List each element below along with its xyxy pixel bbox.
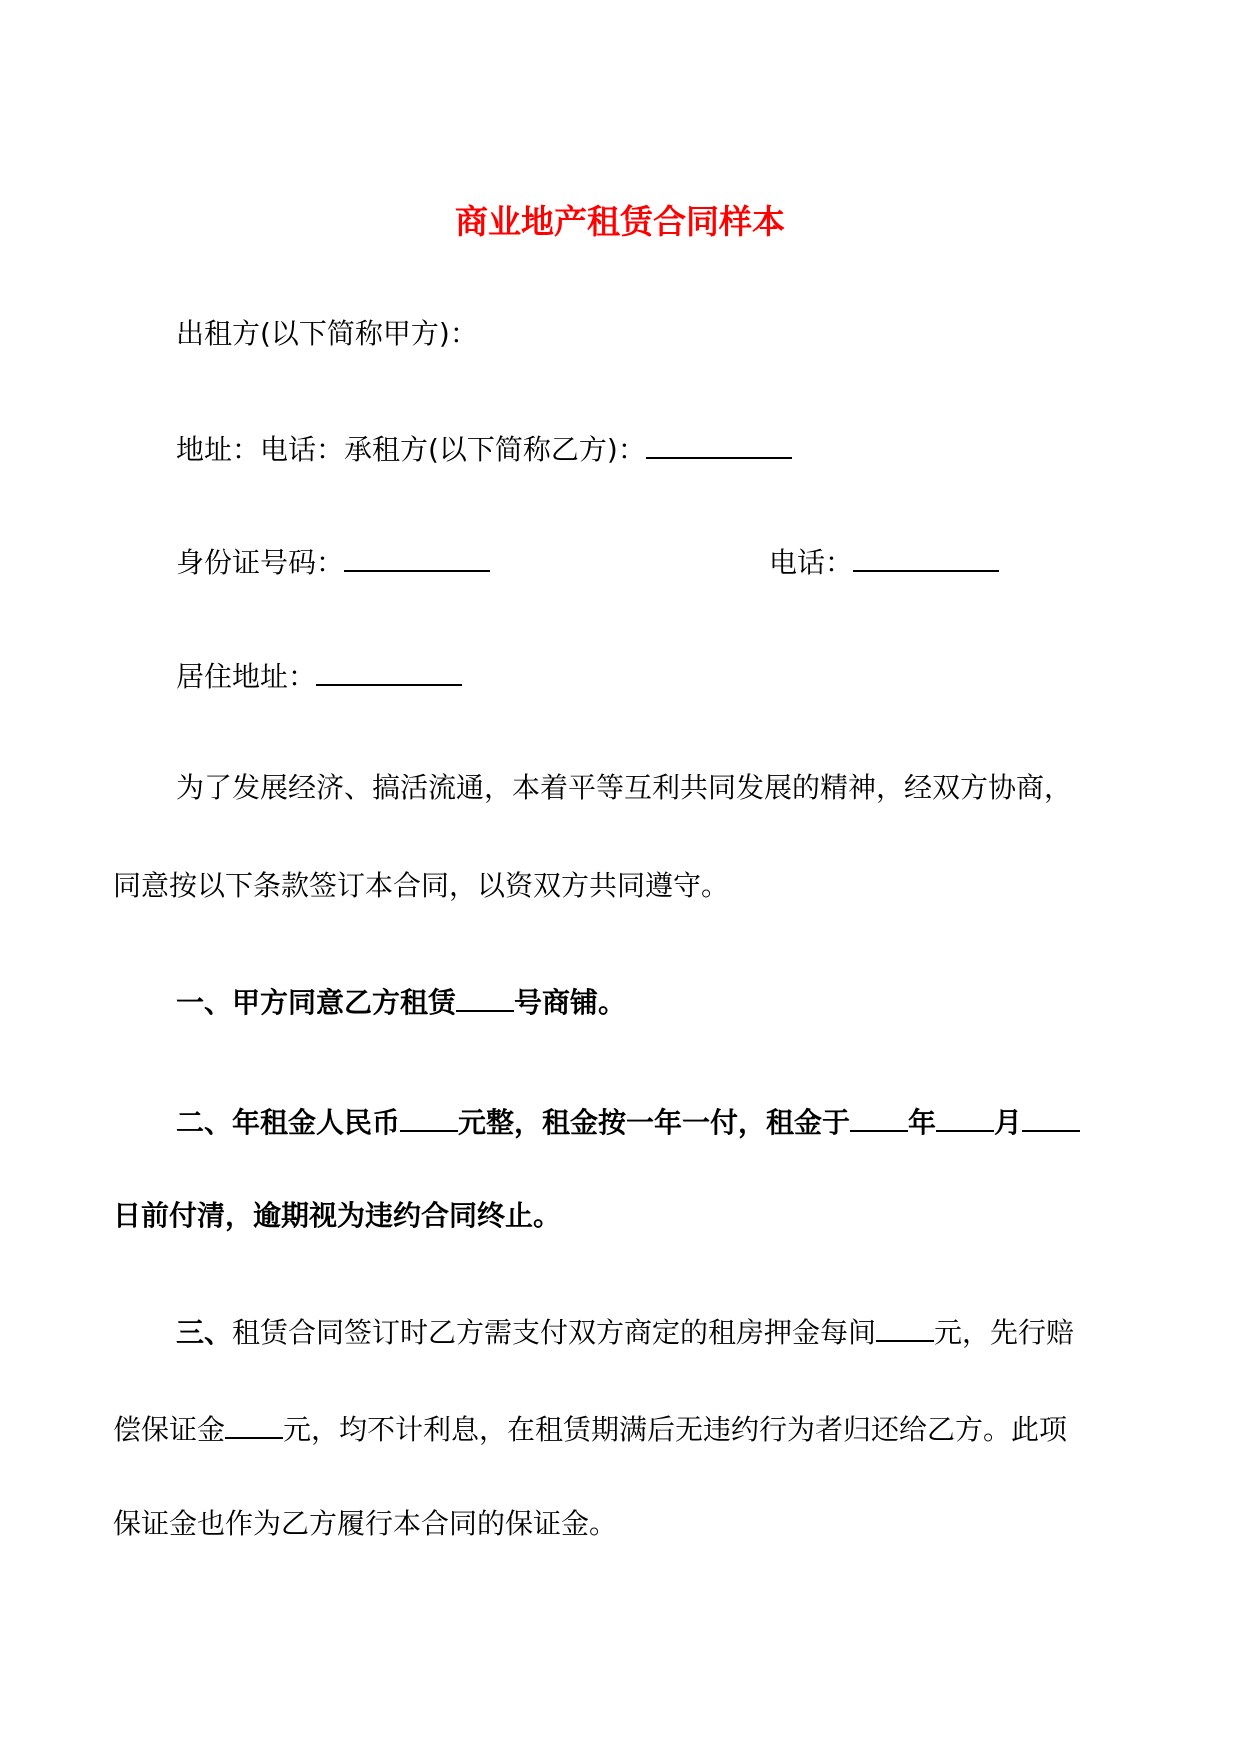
document-title: 商业地产租赁合同样本: [455, 202, 785, 241]
clause-2-part3: 年: [908, 1106, 937, 1139]
id-line: [176, 540, 490, 583]
day-blank[interactable]: [1022, 1100, 1080, 1132]
address-blank[interactable]: [316, 654, 462, 686]
id-label: 身份证号码：: [176, 546, 345, 579]
year-blank[interactable]: [850, 1100, 908, 1132]
clause-1-prefix: 一、甲方同意乙方租赁: [176, 986, 457, 1019]
clause-3-line-1: [176, 1310, 1074, 1353]
month-blank[interactable]: [936, 1100, 994, 1132]
id-number-blank[interactable]: [344, 540, 490, 572]
clause-3-line-3: 保证金也作为乙方履行本合同的保证金。: [113, 1507, 618, 1540]
clause-2-part4: 月: [994, 1106, 1023, 1139]
clause-2-part1: 二、年租金人民币: [176, 1106, 401, 1139]
lessor-label: 出租方(以下简称甲方)：: [176, 317, 478, 350]
clause-3-line2-b: 元，均不计利息，在租赁期满后无违约行为者归还给乙方。此项: [283, 1413, 1068, 1446]
lessee-blank[interactable]: [646, 427, 792, 459]
deposit-blank[interactable]: [876, 1310, 934, 1342]
phone-group: [769, 540, 999, 583]
clause-2-line-1: [176, 1100, 1080, 1143]
clause-1-suffix: 号商铺。: [514, 986, 627, 1019]
phone-blank[interactable]: [853, 540, 999, 572]
clause-3-line2-a: 偿保证金: [113, 1413, 226, 1446]
annual-rent-blank[interactable]: [400, 1100, 458, 1132]
clause-3-heading: 三、: [176, 1316, 233, 1349]
clause-1: [176, 980, 626, 1023]
address-line: [176, 654, 462, 697]
shop-number-blank[interactable]: [456, 980, 514, 1012]
clause-3-part2: 元，先行赔: [934, 1316, 1075, 1349]
address-label: 居住地址：: [176, 660, 317, 693]
contact-line: [176, 427, 792, 470]
clause-3-part1: 租赁合同签订时乙方需支付双方商定的租房押金每间: [232, 1316, 877, 1349]
lessor-line: [176, 314, 478, 354]
contact-label: 地址：电话：承租方(以下简称乙方)：: [176, 433, 646, 466]
intro-line-2: 同意按以下条款签订本合同，以资双方共同遵守。: [113, 869, 730, 902]
intro-line-1: 为了发展经济、搞活流通，本着平等互利共同发展的精神，经双方协商，: [176, 771, 1073, 804]
guarantee-blank[interactable]: [225, 1407, 283, 1439]
phone-label: 电话：: [769, 546, 854, 579]
clause-2-line-2: 日前付清，逾期视为违约合同终止。: [113, 1199, 562, 1232]
clause-2-part2: 元整，租金按一年一付，租金于: [458, 1106, 851, 1139]
clause-3-line-2: [113, 1407, 1067, 1450]
